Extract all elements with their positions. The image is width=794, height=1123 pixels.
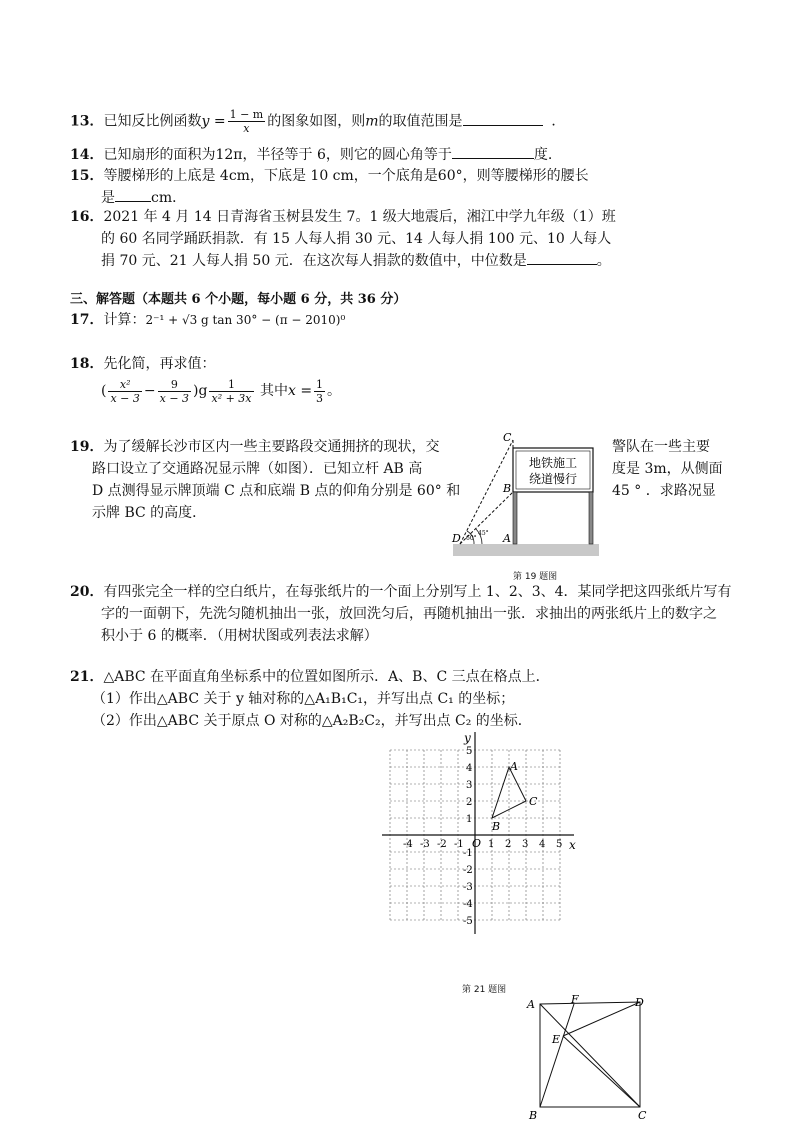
line-bf xyxy=(540,1004,574,1107)
x-tick-label: -4 xyxy=(403,839,413,850)
label-f: F xyxy=(571,993,579,1006)
question-text: 的取值范围是 xyxy=(378,113,463,130)
label-b: B xyxy=(529,1109,538,1120)
y-tick-label: 5 xyxy=(466,746,473,757)
x-tick-label: 2 xyxy=(505,839,512,850)
pole-left xyxy=(513,492,517,544)
question-number: 16． xyxy=(70,209,104,225)
axes xyxy=(382,732,574,934)
operator: − xyxy=(143,383,156,399)
question-text: cm． xyxy=(151,190,187,206)
fraction xyxy=(158,378,191,405)
x-tick-label: 3 xyxy=(522,839,529,850)
label-e: E xyxy=(552,1033,561,1046)
answer-blank[interactable] xyxy=(115,187,151,202)
y-tick-label: -5 xyxy=(463,916,473,927)
question-13 xyxy=(70,108,565,135)
point-label-a: A xyxy=(510,760,518,773)
x-tick-label: 5 xyxy=(556,839,563,850)
numerator: 1 xyxy=(209,378,253,392)
question-19-line-4: 示牌 BC 的高度． xyxy=(92,505,207,521)
question-text: 度. xyxy=(533,147,553,163)
math-expression: 2⁻¹ + √3 g tan 30° − (π − 2010)⁰ xyxy=(145,313,346,327)
label-a: A xyxy=(503,532,511,545)
math-expression: 12π xyxy=(215,147,243,163)
question-18-expression xyxy=(101,376,341,406)
x-tick-label: 4 xyxy=(539,839,546,850)
sign-text-1: 地铁施工 xyxy=(528,456,578,470)
question-text: 其中 xyxy=(259,383,288,399)
question-16-line-2 xyxy=(101,228,611,250)
question-14 xyxy=(70,144,552,166)
label-45: 45° xyxy=(478,530,489,537)
fraction xyxy=(209,378,253,405)
math-expression: 60° xyxy=(437,168,463,184)
y-tick-label: 4 xyxy=(466,763,473,774)
sign-text-2: 绕道慢行 xyxy=(528,472,578,486)
denominator: x − 3 xyxy=(110,391,140,405)
point-label-b: B xyxy=(492,820,501,833)
axis-label-y: y xyxy=(464,731,471,745)
question-19-right-1: 警队在一些主要 xyxy=(612,439,710,455)
label-d: D xyxy=(635,996,644,1009)
question-20-line-2: 字的一面朝下，先洗匀随机抽出一张，放回洗匀后，再随机抽出一张．求抽出的两张纸片上的数字之 xyxy=(101,606,717,622)
question-19-line-2: 路口设立了交通路况显示牌（如图）．已知立杆 AB 高 xyxy=(92,461,423,477)
ground xyxy=(453,544,599,556)
x-tick-label: -3 xyxy=(420,839,430,850)
y-tick-label: -2 xyxy=(463,865,473,876)
question-number: 17． xyxy=(70,312,104,328)
question-text: 2021 年 4 月 14 日青海省玉树县发生 7。1 级大地震后，湘江中学九年级（1）班 xyxy=(103,209,616,225)
label-c: C xyxy=(638,1109,647,1120)
label-d: D xyxy=(452,532,461,545)
x-tick-label: 1 xyxy=(488,839,495,850)
question-text: 的 60 名同学踊跃捐款．有 15 人每人捐 30 元、14 人每人捐 100 元、10 人每人 xyxy=(101,231,612,247)
question-text: 先化简，再求值： xyxy=(103,356,216,372)
section-heading: 三、解答题（本题共 6 个小题，每小题 6 分，共 36 分） xyxy=(70,292,407,307)
punctuation: 。 xyxy=(596,253,611,269)
y-tick-label: 2 xyxy=(466,797,473,808)
x-tick-label: -2 xyxy=(437,839,447,850)
punctuation: ． xyxy=(551,113,566,130)
punctuation: 。 xyxy=(327,383,342,399)
fraction xyxy=(228,108,266,135)
numerator: 9 xyxy=(158,378,191,392)
question-text: ，半径等于 6，则它的圆心角等于 xyxy=(242,147,452,163)
axis-label-x: x xyxy=(569,838,576,852)
question-number: 19． xyxy=(70,439,104,455)
question-20-line-3: 积小于 6 的概率．（用树状图或列表法求解） xyxy=(101,628,378,644)
paren: ( xyxy=(101,383,107,399)
question-text: 计算： xyxy=(103,312,146,328)
question-21-line-3: （2）作出△ABC 关于原点 O 对称的△A₂B₂C₂，并写出点 C₂ 的坐标． xyxy=(92,713,532,729)
answer-blank[interactable] xyxy=(452,144,534,159)
denominator: 3 xyxy=(316,391,324,405)
question-19-right-2: 度是 3m，从侧面 xyxy=(612,461,723,477)
question-19 xyxy=(70,436,439,458)
figure-21-caption: 第 21 题图 xyxy=(462,985,507,995)
question-text: 的图象如图，则 xyxy=(267,113,366,130)
question-number: 13． xyxy=(70,113,104,130)
question-20 xyxy=(70,581,732,603)
question-16 xyxy=(70,206,616,228)
math-expression: x = xyxy=(287,383,313,399)
question-text: ，则等腰梯形的腰长 xyxy=(462,168,589,184)
question-16-line-3 xyxy=(101,250,611,272)
numerator: x² xyxy=(108,378,141,392)
x-tick-label: -1 xyxy=(454,839,464,850)
question-number: 21． xyxy=(70,669,104,685)
numerator: 1 xyxy=(316,377,324,391)
point-label-c: C xyxy=(529,795,538,808)
question-17 xyxy=(70,309,345,331)
answer-blank[interactable] xyxy=(463,111,543,126)
answer-blank[interactable] xyxy=(527,250,597,265)
label-c: C xyxy=(503,431,512,444)
y-tick-label: 1 xyxy=(466,814,473,825)
fraction xyxy=(108,378,141,405)
y-tick-label: -1 xyxy=(463,848,473,859)
pole-right xyxy=(589,492,593,544)
figure-21-coordinate-grid xyxy=(378,728,588,940)
fraction xyxy=(314,378,325,405)
question-text: 捐 70 元、21 人每人捐 50 元．在这次每人捐款的数值中，中位数是 xyxy=(101,253,527,269)
question-21-line-2: （1）作出△ABC 关于 y 轴对称的△A₁B₁C₁，并写出点 C₁ 的坐标； xyxy=(92,691,515,707)
denominator: x xyxy=(243,122,250,135)
y-tick-label: -4 xyxy=(463,899,473,910)
question-18 xyxy=(70,353,215,375)
question-text: 已知扇形的面积为 xyxy=(103,147,216,163)
question-number: 15． xyxy=(70,168,104,184)
y-tick-label: 3 xyxy=(466,780,473,791)
line-ac xyxy=(540,1004,640,1107)
math-variable: m xyxy=(365,113,379,130)
math-expression: y = xyxy=(201,113,226,130)
question-text: △ABC 在平面直角坐标系中的位置如图所示．A、B、C 三点在格点上． xyxy=(103,669,550,685)
tick-labels xyxy=(403,746,562,927)
question-text: 为了缓解长沙市区内一些主要路段交通拥挤的现状，交 xyxy=(103,439,440,455)
numerator: 1 − m xyxy=(229,108,264,121)
line-de xyxy=(563,1002,640,1036)
denominator: x − 3 xyxy=(159,391,190,405)
question-number: 18． xyxy=(70,356,104,372)
figure-19-sign xyxy=(448,428,604,560)
question-text: 等腰梯形的上底是 4cm，下底是 10 cm，一个底角是 xyxy=(103,168,438,184)
question-19-right-3: 45 ° ．求路况显 xyxy=(612,483,716,499)
question-15 xyxy=(70,165,589,187)
denominator: x² + 3x xyxy=(211,391,252,405)
origin-label: O xyxy=(472,837,482,850)
line-ec xyxy=(563,1036,640,1107)
figure-square-abcd xyxy=(520,992,655,1120)
label-60: 60° xyxy=(466,535,477,542)
question-number: 20． xyxy=(70,584,104,600)
question-text: 是 xyxy=(101,190,115,206)
label-b: B xyxy=(503,482,512,495)
question-19-line-3: D 点测得显示牌顶端 C 点和底端 B 点的仰角分别是 60° 和 xyxy=(92,483,461,499)
label-a: A xyxy=(527,998,535,1011)
figure-19-caption: 第 19 题图 xyxy=(513,572,558,582)
question-21 xyxy=(70,666,550,688)
question-number: 14． xyxy=(70,147,104,163)
y-tick-label: -3 xyxy=(463,882,473,893)
operator: )g xyxy=(193,383,208,399)
question-text: 有四张完全一样的空白纸片，在每张纸片的一个面上分别写上 1、2、3、4．某同学把这四张纸片写有 xyxy=(103,584,732,600)
question-text: 已知反比例函数 xyxy=(103,113,202,130)
